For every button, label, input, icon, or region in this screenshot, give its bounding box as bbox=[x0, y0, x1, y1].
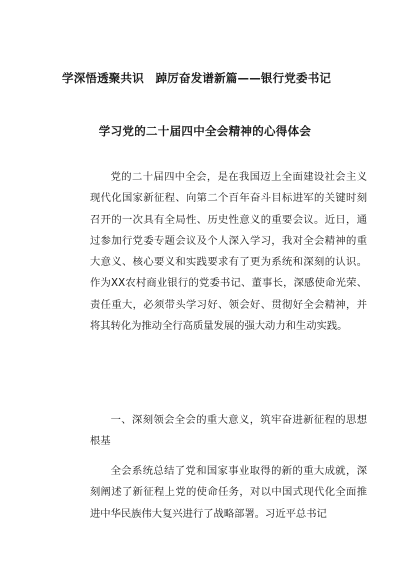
body-paragraph: 全会系统总结了党和国家事业取得的新的重大成就，深刻阐述了新征程上党的使命任务，对以中国式现代化全面推进中华民族伟大复兴进行了战略部署。习近平总书记 bbox=[90, 465, 367, 520]
document-title: 学深悟透聚共识 踔厉奋发谱新篇——银行党委书记 bbox=[62, 71, 332, 85]
document-subtitle: 学习党的二十届四中全会精神的心得体会 bbox=[98, 124, 312, 138]
section-heading: 一、深刻领会全会的重大意义，筑牢奋进新征程的思想根基 bbox=[90, 414, 367, 448]
intro-paragraph: 党的二十届四中全会，是在我国迈上全面建设社会主义现代化国家新征程、向第二个百年奋斗目标进军的关键时刻召开的一次具有全局性、历史性意义的重要会议。近日，通过参加行党委专题会议及个人深入学习，我对全会精神的重大意义、核心要义和实践要求有了更为系统和深刻的认识。作为XX农村商业银行的党委书记、董事长，深感使命光荣、责任重大，必须带头学习好、领会好、贯彻好全会精神，并将其转化为推动全行高质量发展的强大动力和生动实践。 bbox=[90, 171, 367, 333]
